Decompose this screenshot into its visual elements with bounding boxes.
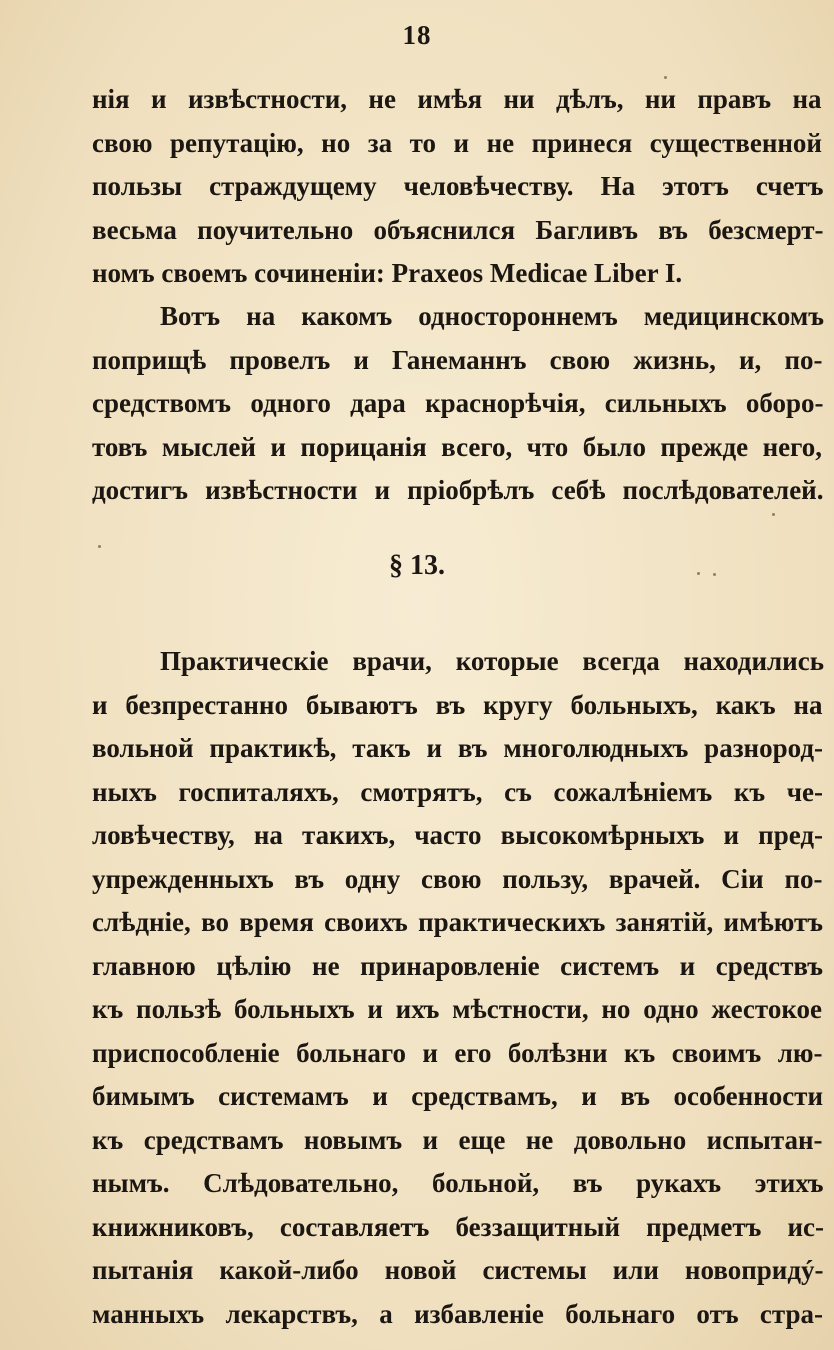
text-line: главною цѣлію не принаровленіе системъ и средствъ [92, 950, 823, 981]
text-line: упрежденныхъ въ одну свою пользу, врачей. Сіи по- [92, 863, 823, 894]
print-speck [697, 572, 700, 575]
paragraph-1 [92, 78, 826, 296]
print-speck [98, 545, 101, 548]
text-line: книжниковъ, составляетъ беззащитный предметъ ис- [92, 1211, 824, 1242]
text-line: ныхъ госпиталяхъ, смотрятъ, съ сожалѣніемъ къ че- [92, 776, 823, 807]
text-line: свою репутацію, но за то и не принеся существенной [92, 127, 822, 158]
text-line: Практическіе врачи, которые всегда находились [160, 646, 824, 676]
text-line: средствомъ одного дара краснорѣчія, сильныхъ оборо- [92, 388, 824, 418]
text-line: вольной практикѣ, такъ и въ многолюдныхъ разнород- [92, 733, 823, 763]
text-line: слѣдніе, во время своихъ практическихъ занятій, имѣютъ [92, 907, 823, 937]
paragraph-3 [92, 640, 826, 1336]
text-line: и безпрестанно бываютъ въ кругу больныхъ, какъ на [92, 689, 823, 720]
text-line: ловѣчеству, на такихъ, часто высокомѣрныхъ и пред- [92, 820, 823, 850]
text-line: весьма поучительно объяснился Багливъ въ безсмерт- [92, 214, 824, 245]
text-line: товъ мыслей и порицанія всего, что было прежде него, [92, 431, 822, 462]
print-speck [664, 76, 667, 79]
text-line: бимымъ системамъ и средствамъ, и въ особенности [92, 1081, 823, 1111]
page-number: 18 [402, 20, 432, 50]
print-speck [772, 513, 775, 516]
text-line: номъ своемъ сочиненіи: Praxeos Medicae Liber I. [92, 258, 683, 288]
text-line: пытанія какой-либо новой системы или новопридý- [92, 1255, 824, 1285]
print-speck [713, 573, 716, 576]
text-line: нія и извѣстности, не имѣя ни дѣлъ, ни правъ на [92, 84, 822, 114]
text-line: поприщѣ провелъ и Ганеманнъ свою жизнь, и, по- [92, 344, 823, 375]
section-heading: § 13. [389, 550, 445, 581]
text-line: къ средствамъ новымъ и еще не довольно испытан- [92, 1124, 823, 1155]
text-line: къ пользѣ больныхъ и ихъ мѣстности, но одно жестокое [92, 994, 822, 1024]
text-line: манныхъ лекарствъ, а избавленіе больнаго отъ стра- [92, 1298, 823, 1329]
text-line: Вотъ на какомъ одностороннемъ медицинскомъ [160, 301, 824, 331]
paragraph-2 [92, 295, 826, 513]
text-line: пользы страждущему человѣчеству. На этотъ счетъ [92, 171, 824, 201]
text-line: нымъ. Слѣдовательно, больной, въ рукахъ этихъ [92, 1168, 824, 1198]
text-line: приспособленіе больнаго и его болѣзни къ своимъ лю- [92, 1037, 823, 1068]
text-line: достигъ извѣстности и пріобрѣлъ себѣ послѣдователей. [92, 475, 824, 505]
